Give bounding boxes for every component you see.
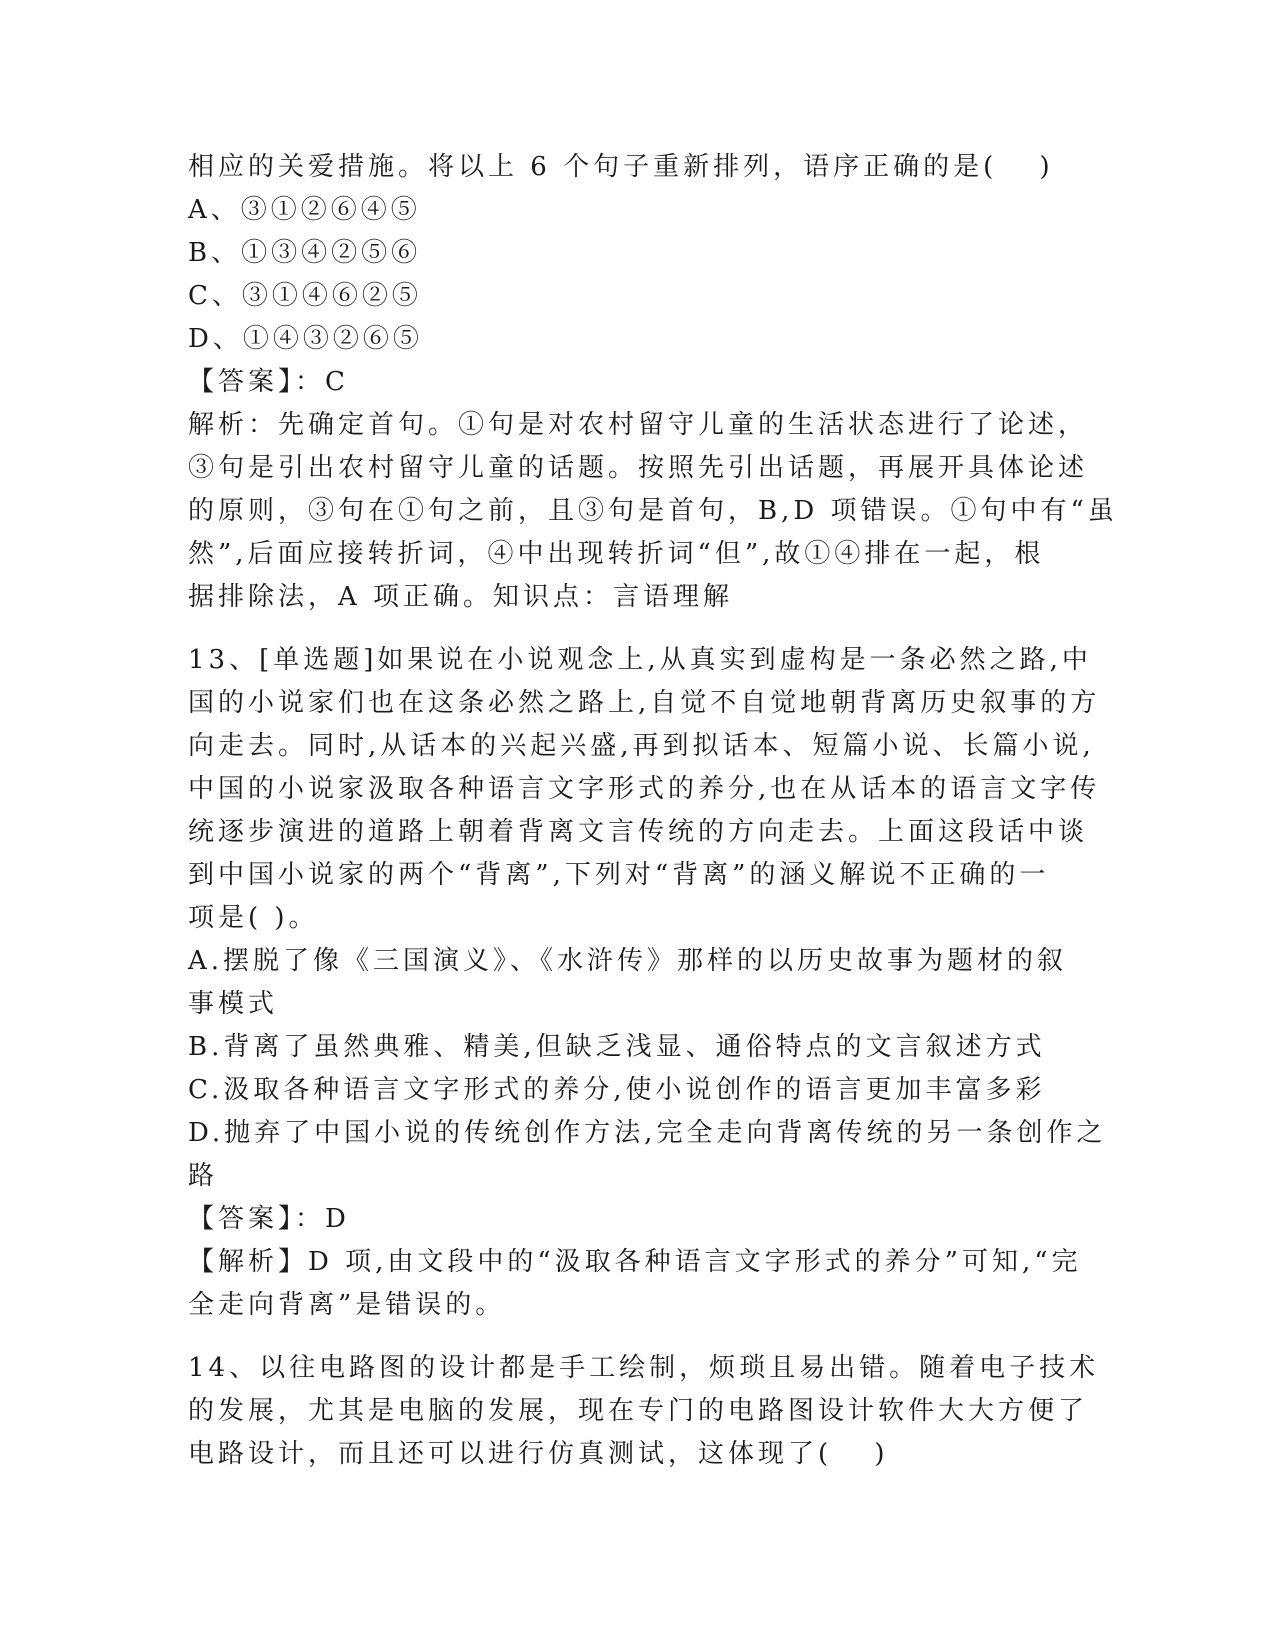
document-page: [188, 146, 1118, 1476]
explanation-line: 【解析】D 项,由文段中的“汲取各种语言文字形式的养分”可知,“完: [188, 1247, 1082, 1277]
question14: [188, 1347, 1098, 1476]
paragraph-gap: [188, 1327, 1098, 1347]
question13-stem-line: 统逐步演进的道路上朝着背离文言传统的方向走去。上面这段话中谈: [188, 817, 1089, 847]
question12-continuation: [188, 146, 1118, 619]
explanation-line: 据排除法，A 项正确。知识点：言语理解: [188, 582, 734, 612]
paragraph-gap: [188, 619, 1098, 639]
question14-stem-line: 14、以往电路图的设计都是手工绘制，烦琐且易出错。随着电子技术: [188, 1353, 1100, 1383]
question13-stem-line: 13、[单选题]如果说在小说观念上,从真实到虚构是一条必然之路,中: [188, 645, 1092, 675]
explanation-line: 解析：先确定首句。①句是对农村留守儿童的生活状态进行了论述，: [188, 410, 1089, 440]
question13: [188, 639, 1107, 1327]
question12-stem-end: 相应的关爱措施。将以上 6 个句子重新排列，语序正确的是( ): [188, 152, 1054, 182]
question14-stem-line: 的发展，尤其是电脑的发展，现在专门的电路图设计软件大大方便了: [188, 1396, 1089, 1426]
question13-stem-line: 中国的小说家汲取各种语言文字形式的养分,也在从话本的语言文字传: [188, 774, 1101, 804]
option-a: A.摆脱了像《三国演义》、《水浒传》那样的以历史故事为题材的叙: [188, 946, 1068, 976]
option-c: C、③①④⑥②⑤: [188, 281, 422, 311]
question13-stem-line: 到中国小说家的两个“背离”,下列对“背离”的涵义解说不正确的一: [188, 860, 1050, 890]
option-b: B.背离了虽然典雅、精美,但缺乏浅显、通俗特点的文言叙述方式: [188, 1032, 1046, 1062]
option-d: D.抛弃了中国小说的传统创作方法,完全走向背离传统的另一条创作之: [188, 1118, 1107, 1148]
question13-stem-line: 国的小说家们也在这条必然之路上,自觉不自觉地朝背离历史叙事的方: [188, 688, 1101, 718]
answer: 【答案】：C: [188, 367, 349, 397]
question13-stem-line: 项是( )。: [188, 903, 319, 933]
explanation-line: 的原则，③句在①句之前，且③句是首句，B,D 项错误。①句中有“虽: [188, 496, 1118, 526]
answer: 【答案】：D: [188, 1204, 350, 1234]
option-a-continued: 事模式: [188, 989, 279, 1019]
question14-stem-line: 电路设计，而且还可以进行仿真测试，这体现了( ): [188, 1439, 889, 1469]
explanation-line: ③句是引出农村留守儿童的话题。按照先引出话题，再展开具体论述: [188, 453, 1089, 483]
explanation-line: 全走向背离”是错误的。: [188, 1290, 506, 1320]
option-d: D、①④③②⑥⑤: [188, 324, 423, 354]
option-d-continued: 路: [188, 1161, 219, 1191]
explanation-line: 然”,后面应接转折词，④中出现转折词“但”,故①④排在一起，根: [188, 539, 1045, 569]
option-b: B、①③④②⑤⑥: [188, 238, 422, 268]
question13-stem-line: 向走去。同时,从话本的兴起兴盛,再到拟话本、短篇小说、长篇小说,: [188, 731, 1095, 761]
option-c: C.汲取各种语言文字形式的养分,使小说创作的语言更加丰富多彩: [188, 1075, 1046, 1105]
option-a: A、③①②⑥④⑤: [188, 195, 421, 225]
